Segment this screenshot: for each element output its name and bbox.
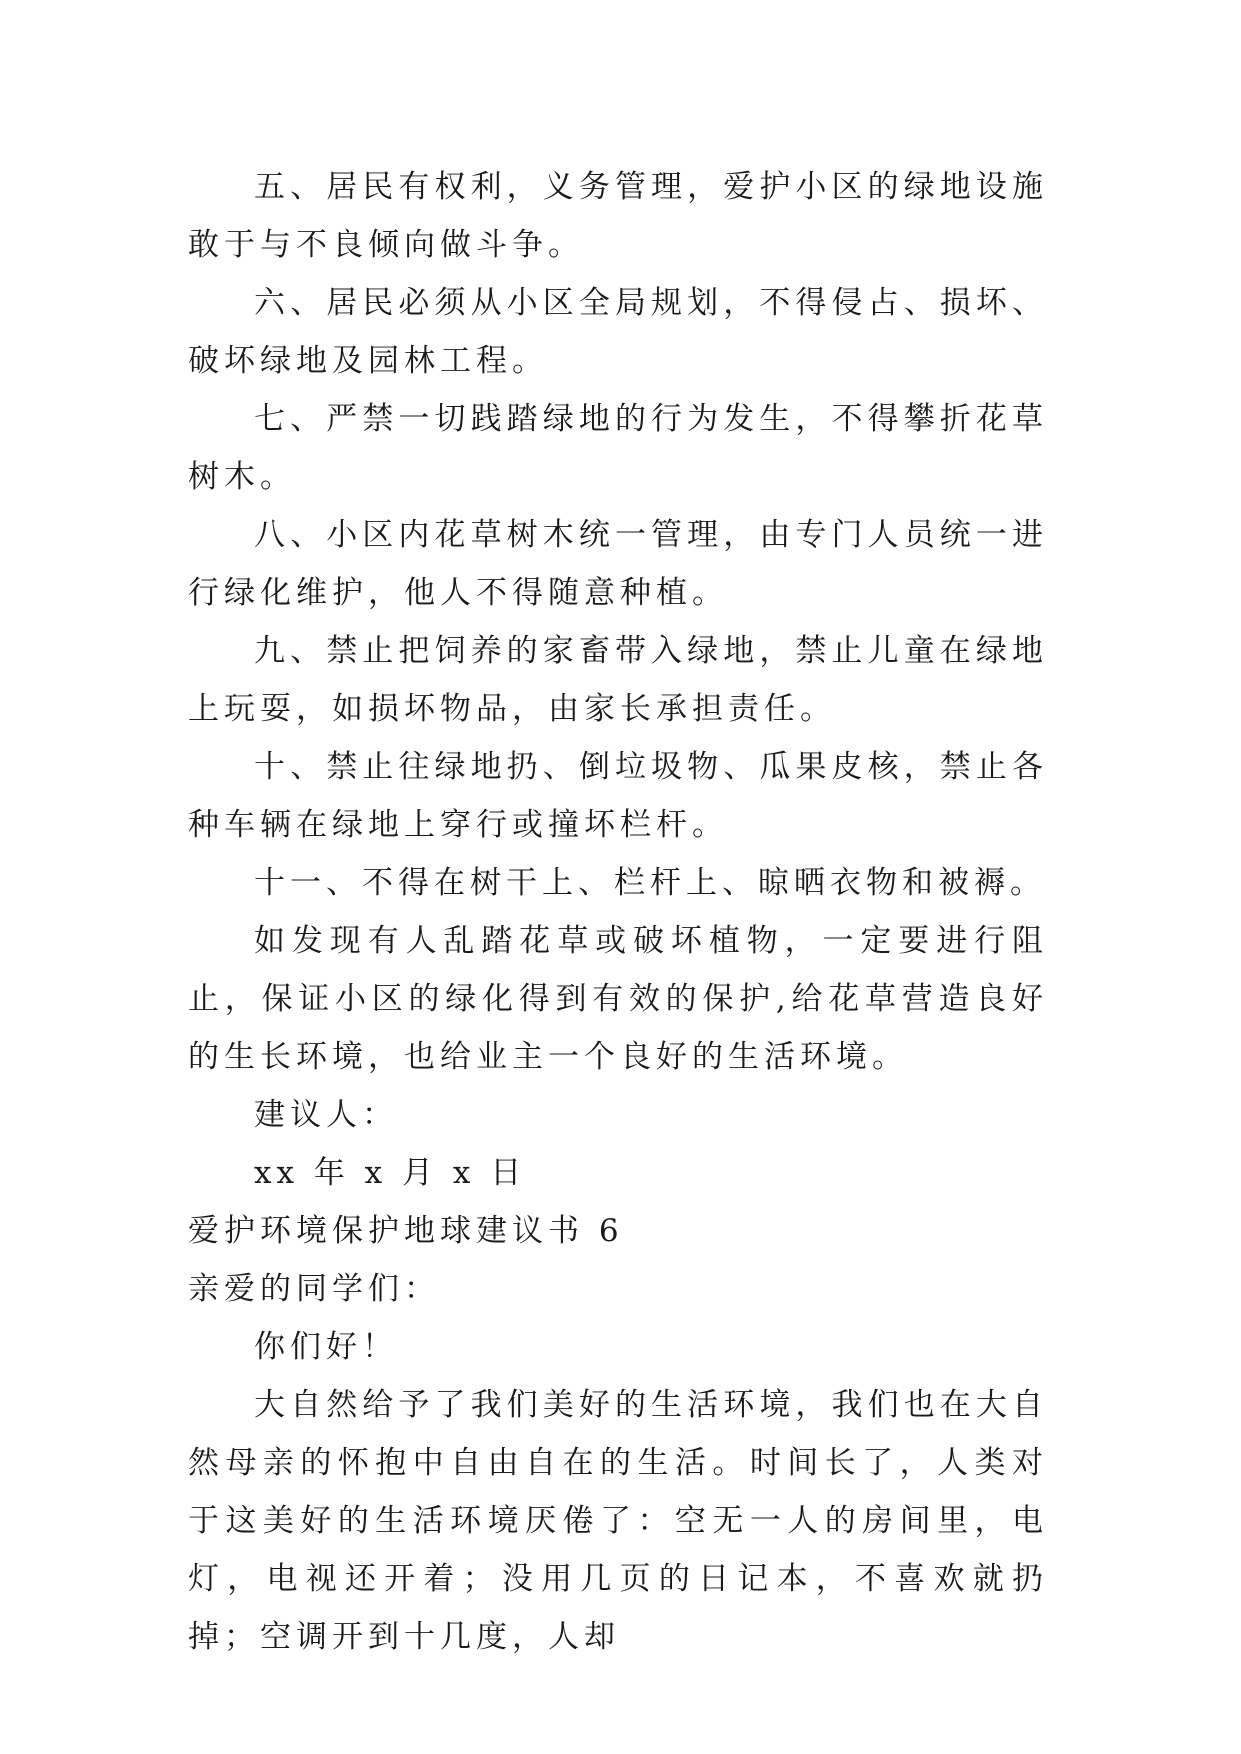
signature-line: 建议人：	[254, 1097, 398, 1133]
paragraph-rule-11: 十一、不得在树干上、栏杆上、晾晒衣物和被褥。	[254, 865, 1046, 901]
salutation: 亲爱的同学们：	[188, 1271, 440, 1307]
paragraph-rule-6: 六、居民必须从小区全局规划，不得侵占、损坏、破坏绿地及园林工程。	[188, 285, 1048, 379]
body-paragraph: 大自然给予了我们美好的生活环境，我们也在大自然母亲的怀抱中自由自在的生活。时间长了，人类对于这美好的生活环境厌倦了：空无一人的房间里，电灯，电视还开着；没用几页的日记本，不喜欢就扔掉；空调开到十几度，人却	[188, 1387, 1048, 1655]
paragraph-rule-9: 九、禁止把饲养的家畜带入绿地，禁止儿童在绿地上玩耍，如损坏物品，由家长承担责任。	[188, 633, 1048, 727]
greeting: 你们好！	[254, 1329, 398, 1365]
paragraph-rule-8: 八、小区内花草树木统一管理，由专门人员统一进行绿化维护，他人不得随意种植。	[188, 517, 1048, 611]
date-line: xx 年 x 月 x 日	[254, 1155, 527, 1191]
paragraph-rule-7: 七、严禁一切践踏绿地的行为发生，不得攀折花草树木。	[188, 401, 1048, 495]
paragraph-rule-5: 五、居民有权利，义务管理，爱护小区的绿地设施敢于与不良倾向做斗争。	[188, 169, 1048, 263]
paragraph-rule-10: 十、禁止往绿地扔、倒垃圾物、瓜果皮核，禁止各种车辆在绿地上穿行或撞坏栏杆。	[188, 749, 1048, 843]
section-title: 爱护环境保护地球建议书 6	[188, 1213, 624, 1249]
document-body	[188, 158, 1048, 1666]
paragraph-closing: 如发现有人乱踏花草或破坏植物，一定要进行阻止，保证小区的绿化得到有效的保护,给花草营造良好的生长环境，也给业主一个良好的生活环境。	[188, 923, 1048, 1075]
